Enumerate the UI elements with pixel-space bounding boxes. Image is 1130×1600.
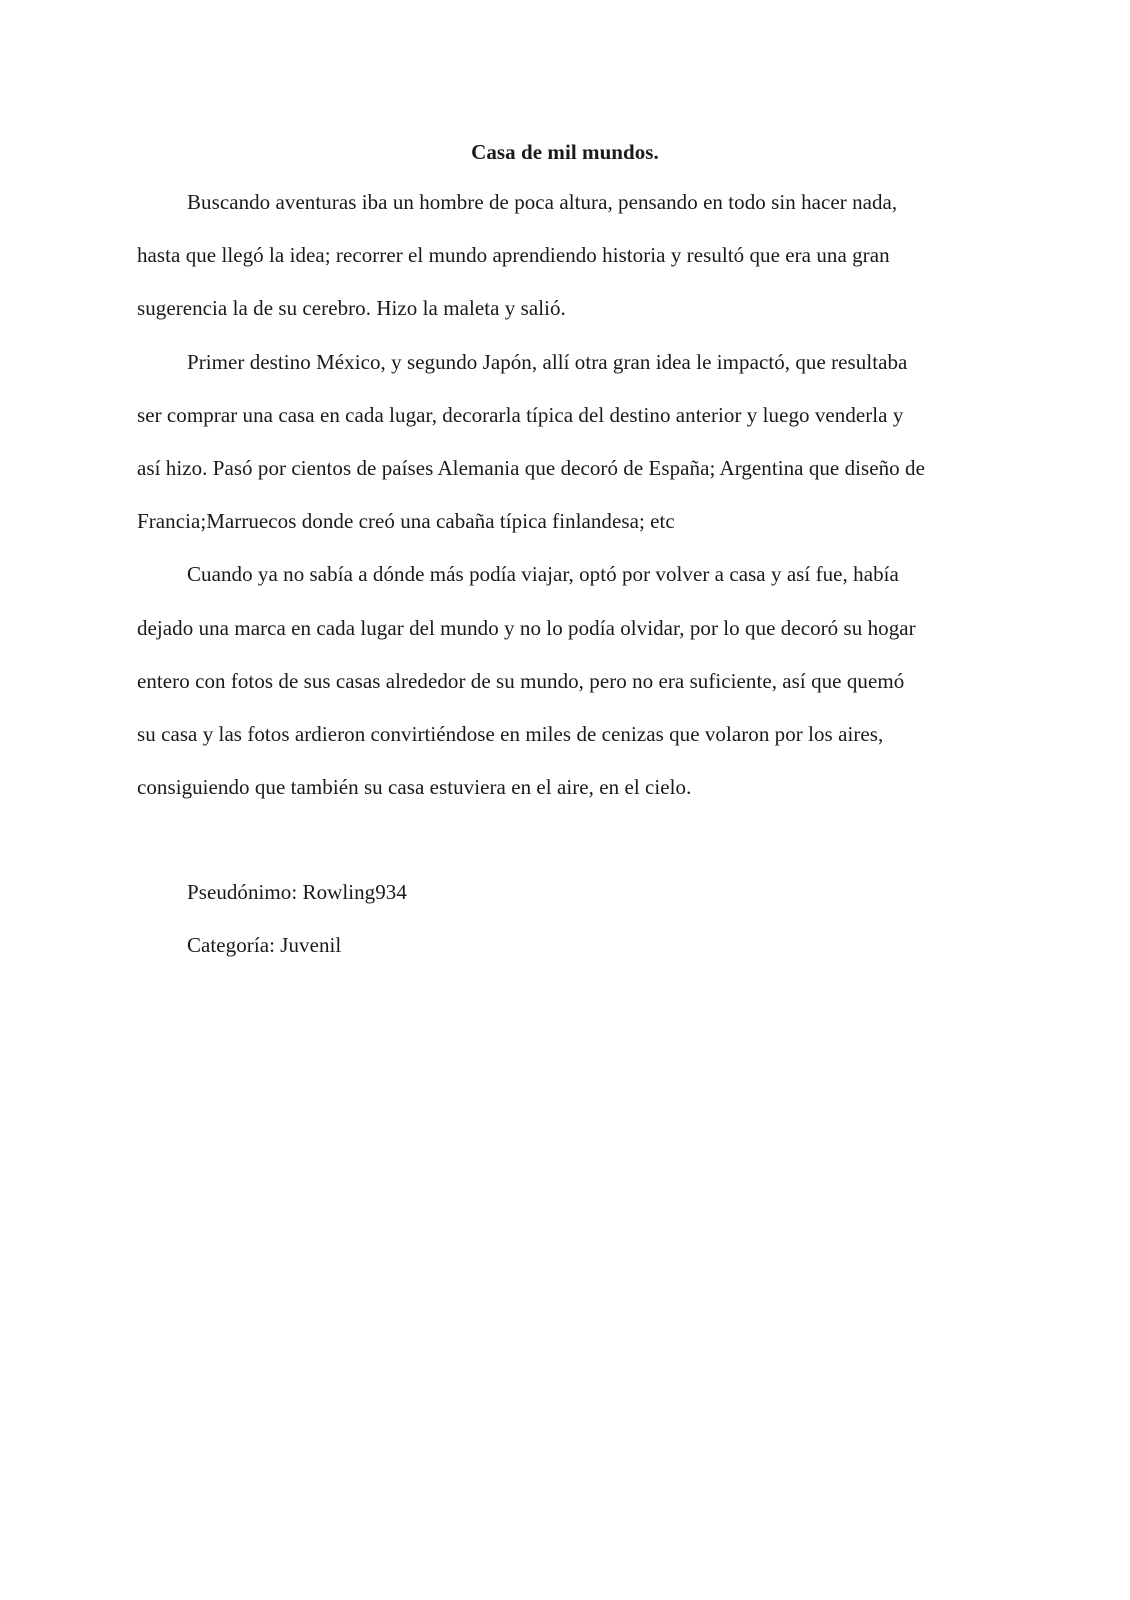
document-title: Casa de mil mundos. — [471, 140, 659, 164]
paragraph-line: su casa y las fotos ardieron convirtiéndose en miles de cenizas que volaron por los aires, — [137, 721, 884, 746]
paragraph-line: consiguiendo que también su casa estuviera en el aire, en el cielo. — [137, 775, 692, 800]
paragraph-line: sugerencia la de su cerebro. Hizo la maleta y salió. — [137, 296, 566, 321]
paragraph-line: hasta que llegó la idea; recorrer el mundo aprendiendo historia y resultó que era una gran — [137, 243, 890, 268]
paragraph-line: Francia;Marruecos donde creó una cabaña típica finlandesa; etc — [137, 509, 675, 534]
paragraph-3 — [137, 548, 987, 814]
pseudonym-line — [187, 880, 787, 905]
paragraph-line: dejado una marca en cada lugar del mundo y no lo podía olvidar, por lo que decoró su hogar — [137, 615, 916, 640]
paragraph-2 — [137, 336, 987, 549]
paragraph-1 — [137, 176, 987, 336]
pseudonym-text: Pseudónimo: Rowling934 — [187, 880, 407, 904]
paragraph-line: ser comprar una casa en cada lugar, decorarla típica del destino anterior y luego venderla y — [137, 402, 904, 427]
paragraph-line: entero con fotos de sus casas alrededor de su mundo, pero no era suficiente, así que quemó — [137, 668, 905, 693]
story-body — [137, 176, 987, 814]
paragraph-line: Primer destino México, y segundo Japón, allí otra gran idea le impactó, que resultaba — [187, 349, 908, 374]
category-text: Categoría: Juvenil — [187, 933, 342, 957]
paragraph-line: Buscando aventuras iba un hombre de poca altura, pensando en todo sin hacer nada, — [187, 190, 898, 214]
paragraph-line: Cuando ya no sabía a dónde más podía viajar, optó por volver a casa y así fue, había — [187, 562, 899, 587]
paragraph-line: así hizo. Pasó por cientos de países Alemania que decoró de España; Argentina que diseño de — [137, 455, 925, 480]
category-line — [187, 933, 787, 958]
